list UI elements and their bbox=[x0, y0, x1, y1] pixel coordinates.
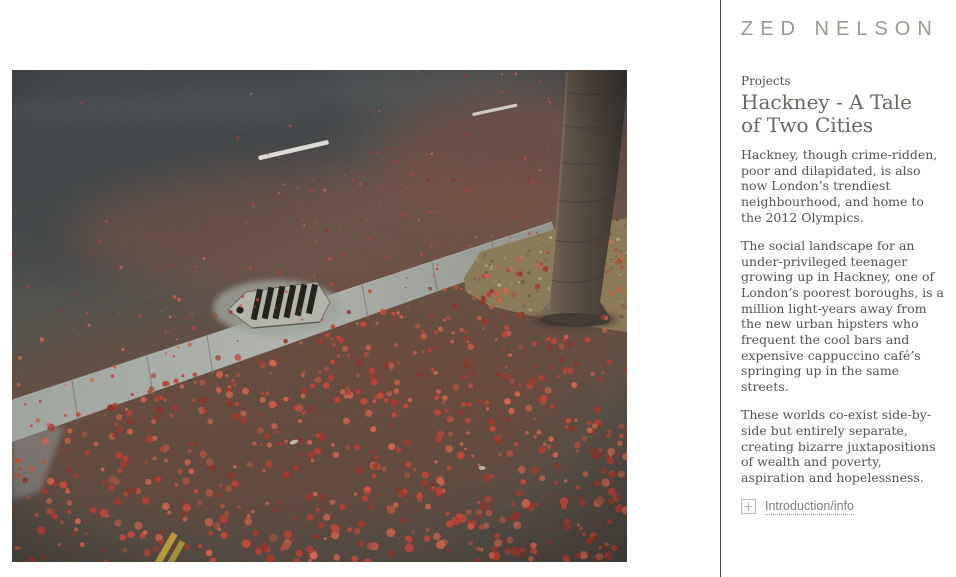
plus-icon bbox=[741, 499, 756, 514]
project-title: Hackney - A Tale of Two Cities bbox=[741, 90, 912, 137]
introduction-info-label: Introduction/info bbox=[765, 498, 854, 513]
site-logo[interactable]: ZED NELSON bbox=[741, 18, 939, 40]
project-photo[interactable] bbox=[12, 70, 627, 562]
paragraph: Hackney, though crime-ridden, poor and dilapidated, is also now London’s trendiest neighbourhood, and home to the 2012 Olympics. bbox=[741, 147, 938, 225]
paragraph: These worlds co-exist side-by-side but entirely separate, creating bizarre juxtapositions of wealth and poverty, aspiration and hopelessness. bbox=[741, 407, 936, 485]
breadcrumb-projects[interactable]: Projects bbox=[741, 74, 791, 88]
street-berries-photo bbox=[12, 70, 627, 562]
introduction-info-link[interactable] bbox=[741, 499, 946, 515]
paragraph: The social landscape for an under-privileged teenager growing up in Hackney, one of London’s poorest boroughs, is a million light-years away from the new urban hipsters who frequent the cool bars and expensive cappuccino café’s springing up in the same streets. bbox=[741, 238, 944, 394]
sidebar bbox=[720, 0, 956, 577]
project-description bbox=[741, 147, 946, 486]
